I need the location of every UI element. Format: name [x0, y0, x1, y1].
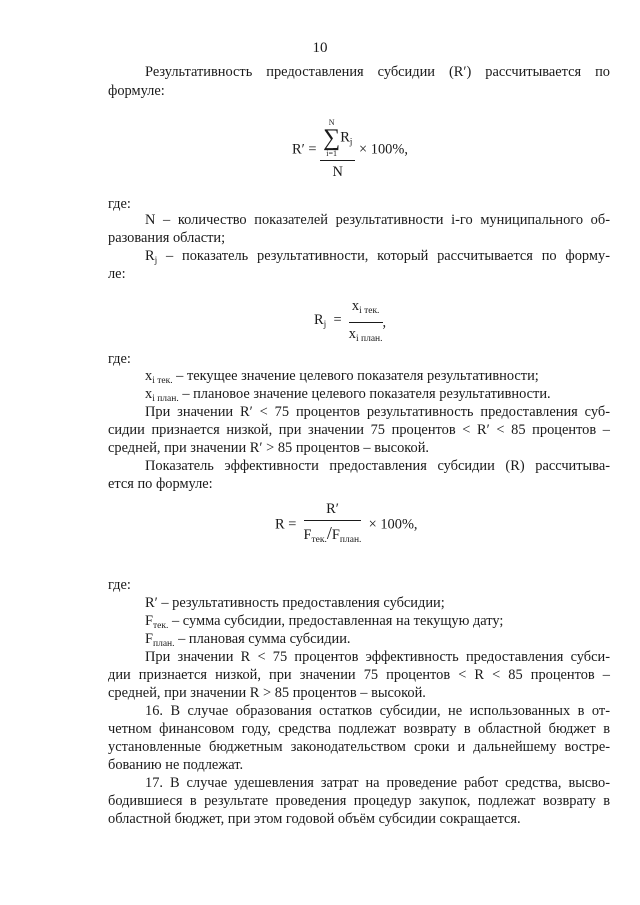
text-line: ле:	[108, 266, 126, 282]
text-line: средней, при значении R > 85 процентов – высокой.	[108, 685, 426, 701]
text-line: Показатель эффективности предоставления субсидии (R) рассчитыва-	[145, 458, 610, 474]
text-line: 16. В случае образования остатков субсидии, не использованных в от-	[145, 703, 610, 719]
text-line: бованию не подлежат.	[108, 757, 244, 773]
text-line: $x_{i тек.}$ – текущее значение целевого показателя результативности;	[145, 368, 539, 386]
text-line: бодившиеся в результате проведения процедур закупок, подлежат возврату в	[108, 793, 610, 809]
formula-lhs: R′ =	[292, 141, 317, 158]
text-line: Результативность предоставления субсидии (R′) рассчитывается по	[145, 64, 610, 80]
text-line: $F_{тек.}$ – сумма субсидии, предоставленная на текущую дату;	[145, 613, 504, 631]
text-line: ется по формуле:	[108, 476, 213, 492]
numerator-variable: R	[340, 129, 350, 146]
sum-symbol: ∑	[323, 125, 341, 151]
text-line: При значении R′ < 75 процентов результативность предоставления суб-	[145, 404, 610, 420]
sum-lower-limit: i=1	[326, 149, 337, 158]
numerator-subscript: j	[349, 137, 353, 148]
text-line: $x_{i план.}$ – плановое значение целевого показателя результативности.	[145, 386, 551, 404]
formula-efficiency	[275, 500, 418, 549]
text-line: разования области;	[108, 230, 226, 246]
text-line: R′ – результативность предоставления субсидии;	[145, 595, 445, 611]
formula-results	[292, 118, 408, 181]
text-line: средней, при значении R′ > 85 процентов – высокой.	[108, 440, 430, 456]
formula-lhs: R =	[275, 516, 297, 533]
page-number: 10	[312, 40, 328, 56]
formula-lhs: R	[314, 312, 324, 328]
text-line: сидии признается низкой, при значении 75 процентов < R′ < 85 процентов –	[108, 422, 610, 438]
formula-multiplier: × 100%,	[359, 141, 408, 158]
sum-upper-limit: N	[328, 118, 335, 127]
formula-multiplier: × 100%,	[368, 516, 418, 533]
text-line: где:	[108, 577, 131, 593]
text-line: формуле:	[108, 83, 165, 99]
formula-rj: $R_j$ = $\frac{x_{i тек.}}{x_{i план.}}$ ,	[314, 297, 386, 348]
text-line: N – количество показателей результативности i-го муниципального об-	[145, 212, 610, 228]
text-line: $F_{план.}$ – плановая сумма субсидии.	[145, 631, 351, 649]
formula-fraction: $\frac{x_{i тек.}}{x_{i план.}}$	[348, 298, 383, 344]
text-line: При значении R < 75 процентов эффективность предоставления субси-	[145, 649, 610, 665]
text-line: где:	[108, 196, 131, 212]
text-line: дии признается низкой, при значении 75 процентов < R < 85 процентов –	[108, 667, 610, 683]
text-line: где:	[108, 351, 131, 367]
formula-fraction	[320, 118, 355, 181]
text-line: $R_j$ – показатель результативности, который рассчитывается по форму-	[145, 248, 610, 266]
text-line: установленные бюджетным законодательством сроки и дальнейшему востре-	[108, 739, 610, 755]
formula-fraction: $\frac{R'}{F_{тек.}/F_{план.}}$	[303, 501, 362, 545]
text-line: четном финансовом году, средства подлежат возврату в областной бюджет в	[108, 721, 610, 737]
text-line: областной бюджет, при этом годовой объём субсидии сокращается.	[108, 811, 521, 827]
text-line: 17. В случае удешевления затрат на проведение работ средства, высво-	[145, 775, 610, 791]
denominator: N	[332, 164, 343, 180]
